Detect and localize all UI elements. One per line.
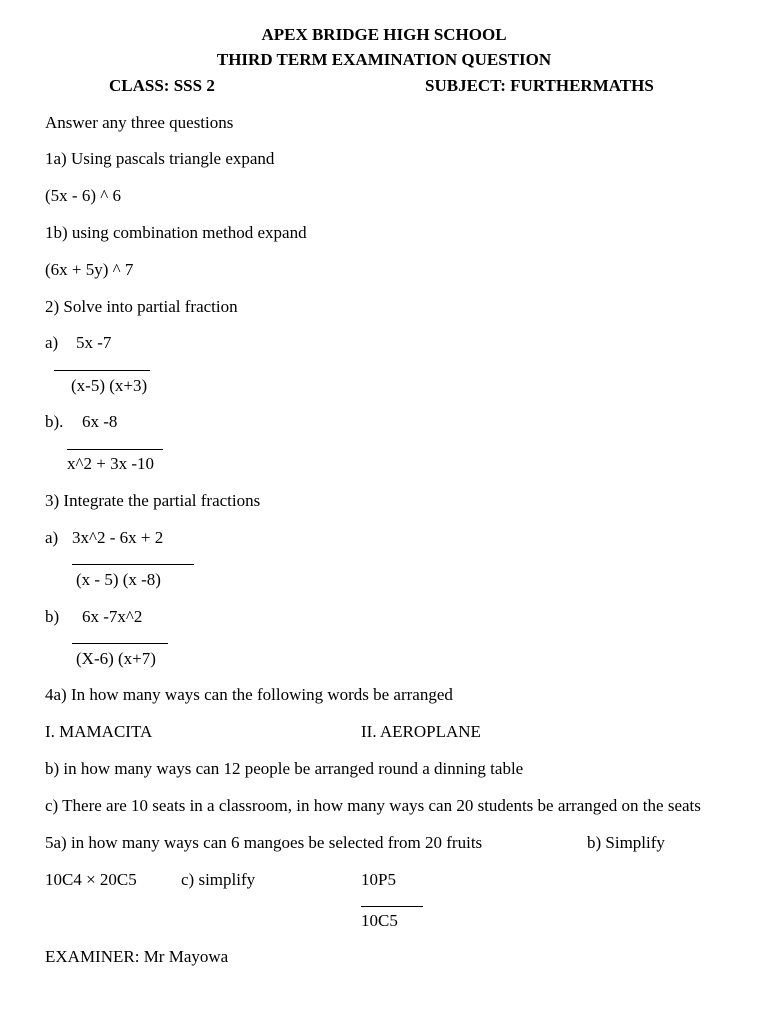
q5c-text: c) simplify bbox=[181, 870, 256, 889]
instruction: Answer any three questions bbox=[45, 113, 234, 132]
q1a-expression: (5x - 6) ^ 6 bbox=[45, 186, 121, 205]
q2a-numerator: 5x -7 bbox=[76, 333, 112, 352]
q4b-text: b) in how many ways can 12 people be arranged round a dinning table bbox=[45, 759, 524, 778]
q3-text: 3) Integrate the partial fractions bbox=[45, 491, 261, 510]
school-name: APEX BRIDGE HIGH SCHOOL bbox=[261, 25, 507, 44]
q3a-fraction-bar bbox=[72, 564, 194, 565]
q2b-label: b). bbox=[45, 412, 64, 431]
q4c-text: c) There are 10 seats in a classroom, in how many ways can 20 students be arranged on the seats bbox=[45, 796, 701, 815]
q4a-text: 4a) In how many ways can the following words be arranged bbox=[45, 685, 453, 704]
q1a-text: 1a) Using pascals triangle expand bbox=[45, 149, 275, 168]
q5a-text: 5a) in how many ways can 6 mangoes be selected from 20 fruits bbox=[45, 833, 483, 852]
examiner-name: EXAMINER: Mr Mayowa bbox=[45, 947, 229, 966]
q2b-denominator: x^2 + 3x -10 bbox=[67, 454, 154, 473]
class-label: CLASS: SSS 2 bbox=[109, 76, 215, 95]
q2b-fraction-bar bbox=[67, 449, 163, 450]
subject-label: SUBJECT: FURTHERMATHS bbox=[425, 76, 654, 95]
q2a-label: a) bbox=[45, 333, 59, 352]
q4-word-2: II. AEROPLANE bbox=[361, 722, 481, 741]
q3a-label: a) bbox=[45, 528, 59, 547]
q3b-label: b) bbox=[45, 607, 60, 626]
q5c-denominator: 10C5 bbox=[361, 911, 398, 930]
q3b-numerator: 6x -7x^2 bbox=[82, 607, 143, 626]
q3b-denominator: (X-6) (x+7) bbox=[76, 649, 156, 668]
q5c-fraction-bar bbox=[361, 906, 423, 907]
q3b-fraction-bar bbox=[72, 643, 168, 644]
q1b-text: 1b) using combination method expand bbox=[45, 223, 307, 242]
q3a-numerator: 3x^2 - 6x + 2 bbox=[72, 528, 164, 547]
q2-text: 2) Solve into partial fraction bbox=[45, 297, 238, 316]
q5b-text: b) Simplify bbox=[587, 833, 665, 852]
q2a-denominator: (x-5) (x+3) bbox=[71, 376, 148, 395]
q5c-numerator: 10P5 bbox=[361, 870, 396, 889]
q3a-denominator: (x - 5) (x -8) bbox=[76, 570, 161, 589]
exam-title: THIRD TERM EXAMINATION QUESTION bbox=[216, 50, 552, 69]
q2b-numerator: 6x -8 bbox=[82, 412, 118, 431]
q4-word-1: I. MAMACITA bbox=[45, 722, 153, 741]
q5b-expression: 10C4 × 20C5 bbox=[45, 870, 137, 889]
q2a-fraction-bar bbox=[54, 370, 150, 371]
q1b-expression: (6x + 5y) ^ 7 bbox=[45, 260, 134, 279]
